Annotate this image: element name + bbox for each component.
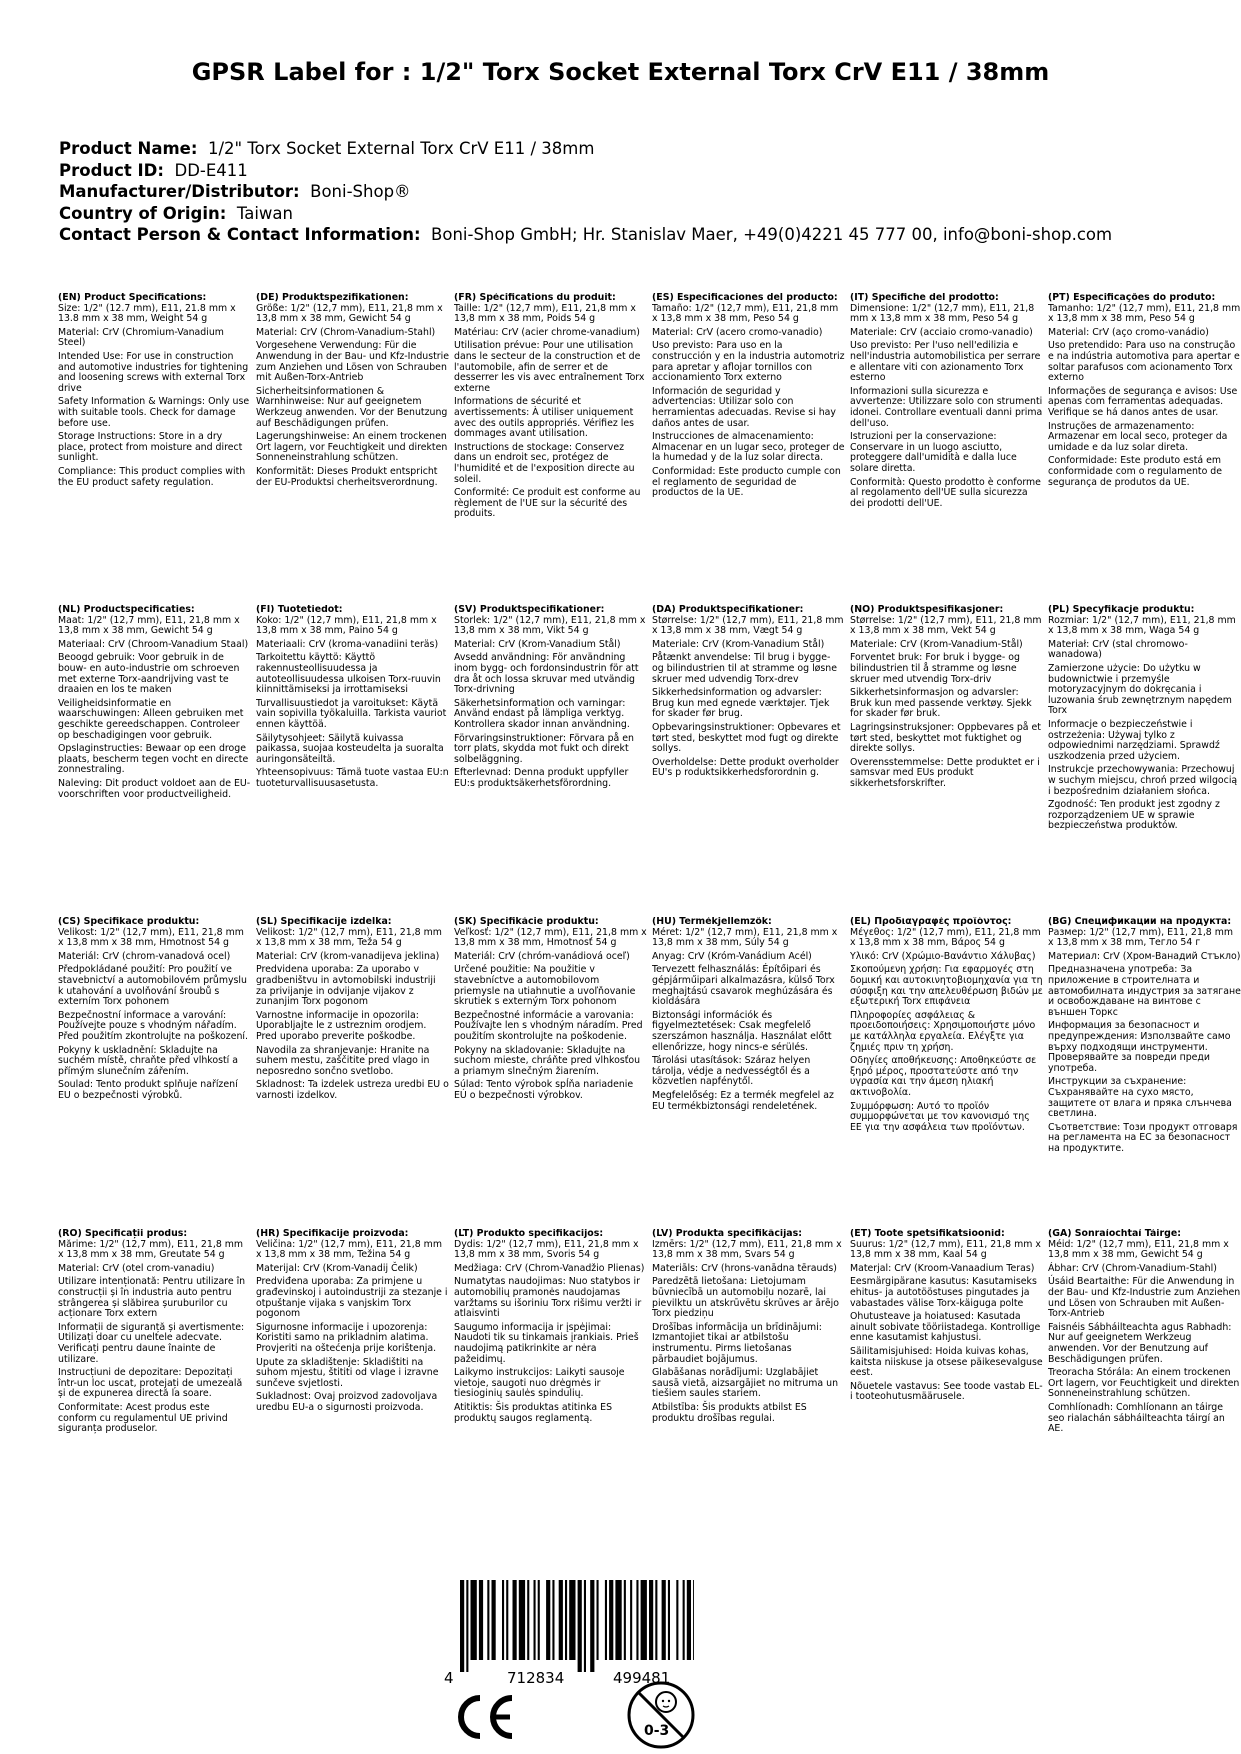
spec-paragraph: Instrucciones de almacenamiento: Almacenar en un lugar seco, proteger de la humedad y de la luz solar directa. — [652, 431, 845, 464]
spec-cell — [58, 605, 251, 917]
barcode-bar — [655, 1580, 657, 1660]
spec-paragraph: Съответствие: Този продукт отговаря на регламента на ЕС за безопасност на продуктите. — [1048, 1121, 1238, 1154]
spec-paragraph: Предназначена употреба: За приложение в строителната и автомобилната индустрия за затягане и освобождаване на винтове с външен Торкс — [1048, 964, 1241, 1018]
spec-paragraph: Comhlíonadh: Comhlíonann an táirge seo rialachán sábháilteachta táirgí an AE. — [1048, 1401, 1225, 1435]
barcode-bar — [668, 1580, 670, 1660]
spec-paragraph: Conformité: Ce produit est conforme au règlement de l'UE sur la sécurité des produits. — [454, 487, 641, 520]
spec-paragraph: Conformità: Questo prodotto è conforme al regolamento dell'UE sulla sicurezza dei prodotti dell'UE. — [850, 476, 1041, 509]
spec-paragraph: Размер: 1/2" (12,7 mm), E11, 21,8 mm x 13,8 mm x 38 mm, Тегло 54 г — [1048, 926, 1234, 949]
spec-paragraph: Soulad: Tento produkt splňuje nařízení EU o bezpečnosti výrobků. — [58, 1079, 238, 1101]
spec-paragraph: Sigurnosne informacije i upozorenja: Koristiti samo na prikladnim alatima. Provjeriti na oštećenja prije korištenja. — [256, 1321, 437, 1354]
barcode-bar — [615, 1580, 621, 1660]
spec-paragraph: Maat: 1/2" (12,7 mm), E11, 21,8 mm x 13,8 mm x 38 mm, Gewicht 54 g — [58, 614, 240, 637]
spec-cell — [850, 917, 1043, 1229]
spec-heading: (FR) Spécifications du produit: — [454, 293, 616, 303]
barcode-bar — [641, 1580, 647, 1660]
spec-heading: (GA) Sonraíochtaí Táirge: — [1048, 1229, 1181, 1239]
spec-paragraph: Veľkosť: 1/2" (12,7 mm), E11, 21,8 mm x 13,8 mm x 38 mm, Hmotnosť 54 g — [454, 926, 647, 949]
spec-heading: (RO) Specificații produs: — [58, 1229, 188, 1239]
spec-paragraph: Materiaali: CrV (kroma-vanadiini teräs) — [256, 638, 439, 650]
spec-cell — [256, 605, 449, 917]
spec-paragraph: Predviđena uporaba: Za primjene u građevinskoj i autoindustriji za stezanje i otpuštanje vijaka s vanjskim Torx pogonom — [256, 1276, 448, 1320]
spec-cell — [1048, 1229, 1241, 1541]
spec-paragraph: Informações de segurança e avisos: Use apenas com ferramentas adequadas. Verifique se há danos antes de usar. — [1048, 385, 1238, 418]
spec-paragraph: Instructions de stockage: Conservez dans un endroit sec, protégez de l'humidité et de l'exposition directe au soleil. — [454, 441, 635, 485]
barcode-bar — [460, 1580, 464, 1672]
spec-paragraph: Lagringsinstruksjoner: Oppbevares på et tørt sted, beskyttet mot fuktighet og direkte sollys. — [850, 721, 1041, 755]
spec-paragraph: Skladnost: Ta izdelek ustreza uredbi EU o varnosti izdelkov. — [256, 1079, 449, 1101]
spec-paragraph: Předpokládané použití: Pro použití ve stavebnictví a automobilovém průmyslu k utahování a uvolňování šroubů s externím Torx pohonem — [58, 964, 247, 1008]
barcode-bar — [492, 1580, 496, 1660]
spec-paragraph: Uso previsto: Per l'uso nell'edilizia e nell'industria automobilistica per serrare e allentare viti con azionamento Torx esterno — [850, 340, 1041, 384]
spec-paragraph: Bezpečnostní informace a varování: Používejte pouze s vhodným nářadím. Před použitím zkontrolujte na poškození. — [58, 1009, 248, 1042]
spec-paragraph: Tárolási utasítások: Száraz helyen tárolja, védje a nedvességtől és a közvetlen napfénytől. — [652, 1055, 811, 1088]
spec-paragraph: Informații de siguranță și avertismente: Utilizați doar cu uneltele adecvate. Verificați pentru daune înainte de utilizare. — [58, 1321, 245, 1365]
barcode-bar — [538, 1580, 540, 1660]
spec-cell — [58, 1229, 251, 1541]
spec-heading: (SV) Produktspecifikationer: — [454, 605, 605, 615]
info-manufacturer: Manufacturer/Distributor: Boni-Shop® — [59, 182, 411, 201]
spec-heading: (EN) Product Specifications: — [58, 293, 207, 303]
spec-paragraph: Materiál: CrV (chrom-vanadová ocel) — [58, 950, 231, 962]
spec-cell — [454, 605, 647, 917]
spec-paragraph: Pokyny na skladovanie: Skladujte na suchom mieste, chráňte pred vlhkosťou a priamym slnečným žiarením. — [454, 1044, 641, 1077]
spec-paragraph: Velikost: 1/2" (12,7 mm), E11, 21,8 mm x 13,8 mm x 38 mm, Teža 54 g — [256, 926, 442, 949]
info-product-id: Product ID: DD-E411 — [59, 160, 248, 180]
spec-heading: (DE) Produktspezifikationen: — [256, 293, 409, 303]
spec-paragraph: Lagerungshinweise: An einem trockenen Ort lagern, vor Feuchtigkeit und direkten Sonneneinstrahlung schützen. — [256, 431, 448, 464]
spec-cell — [256, 293, 449, 605]
spec-paragraph: Určené použitie: Na použitie v stavebníctve a automobilovom priemysle na utiahnutie a uvoľňovanie skrutiek s externým Torx pohonom — [454, 964, 636, 1008]
spec-paragraph: Material: CrV (Chromium-Vanadium Steel) — [58, 326, 224, 349]
spec-cell — [652, 293, 845, 605]
spec-cell — [652, 1229, 845, 1541]
spec-heading: (EL) Προδιαγραφές προϊόντος: — [850, 917, 1012, 927]
spec-paragraph: Mărime: 1/2" (12,7 mm), E11, 21,8 mm x 13,8 mm x 38 mm, Greutate 54 g — [58, 1238, 244, 1261]
barcode-bar — [624, 1580, 626, 1660]
spec-cell — [652, 917, 845, 1229]
spec-paragraph: Bezpečnostné informácie a varovania: Používajte len s vhodným náradím. Pred použitím skontrolujte na poškodenie. — [454, 1009, 643, 1042]
spec-heading: (ES) Especificaciones del producto: — [652, 293, 838, 303]
spec-paragraph: Dimensione: 1/2" (12,7 mm), E11, 21,8 mm x 13,8 mm x 38 mm, Peso 54 g — [850, 302, 1035, 325]
spec-paragraph: Izmērs: 1/2" (12,7 mm), E11, 21,8 mm x 13,8 mm x 38 mm, Svars 54 g — [652, 1238, 842, 1261]
spec-heading: (SK) Špecifikácie produktu: — [454, 917, 599, 927]
spec-paragraph: Koko: 1/2" (12,7 mm), E11, 21,8 mm x 13,8 mm x 38 mm, Paino 54 g — [256, 614, 437, 637]
barcode-bar — [584, 1580, 586, 1672]
spec-paragraph: Glabāšanas norādījumi: Uzglabājiet sausā vietā, aizsargājiet no mitruma un tiešiem saules stariem. — [652, 1367, 839, 1400]
spec-paragraph: Treoracha Stórála: An einem trockenen Ort lagern, vor Feuchtigkeit und direkten Sonneneinstrahlung schützen. — [1048, 1367, 1240, 1400]
spec-paragraph: Tamanho: 1/2" (12,7 mm), E11, 21,8 mm x 13,8 mm x 38 mm, Peso 54 g — [1048, 302, 1241, 325]
spec-paragraph: Instruções de armazenamento: Armazenar em local seco, proteger da umidade e da luz solar direta. — [1048, 420, 1228, 453]
spec-paragraph: Laikymo instrukcijos: Laikyti sausoje vietoje, saugoti nuo drėgmės ir tiesioginių saulės spindulių. — [454, 1367, 625, 1400]
spec-paragraph: Rozmiar: 1/2" (12,7 mm), E11, 21,8 mm x 13,8 mm x 38 mm, Waga 54 g — [1048, 614, 1236, 637]
spec-paragraph: Biztonsági információk és figyelmeztetések: Csak megfelelő szerszámon használja. Használat előtt ellenőrizze, hogy nincs-e sérülés. — [652, 1009, 832, 1053]
spec-grid — [58, 293, 1241, 1541]
spec-paragraph: Atbilstība: Šis produkts atbilst ES produktu drošības regulai. — [652, 1401, 807, 1424]
spec-paragraph: Istruzioni per la conservazione: Conservare in un luogo asciutto, proteggere dall'umidità e dalla luce solare diretta. — [850, 431, 1017, 474]
barcode-bar — [519, 1580, 525, 1660]
spec-paragraph: Инструкции за съхранение: Съхранявайте на сухо място, защитете от влага и пряка слънчева светлина. — [1048, 1076, 1232, 1120]
spec-paragraph: Predvidena uporaba: Za uporabo v gradbeništvu in avtomobilski industriji za privijanje in odvijanje vijakov z zunanjim Torx pogonom — [256, 964, 436, 1008]
spec-paragraph: Naleving: Dit product voldoet aan de EU-voorschriften voor productveiligheid. — [58, 777, 251, 800]
spec-cell — [850, 293, 1043, 605]
spec-paragraph: Overensstemmelse: Dette produktet er i samsvar med EUs produkt sikkerhetsforskrifter. — [850, 756, 1040, 789]
barcode-bar — [662, 1580, 666, 1660]
spec-cell — [454, 917, 647, 1229]
spec-paragraph: Safety Information & Warnings: Only use with suitable tools. Check for damage before use. — [58, 396, 250, 429]
spec-heading: (PL) Specyfikacje produktu: — [1048, 605, 1195, 615]
spec-heading: (HR) Specifikacije proizvoda: — [256, 1229, 409, 1239]
product-info — [59, 138, 1112, 246]
spec-paragraph: Materiale: CrV (acciaio cromo-vanadio) — [850, 326, 1033, 338]
spec-paragraph: Материал: CrV (Хром-Ванадий Стъкло) — [1048, 950, 1241, 962]
spec-paragraph: Sikkerhetsinformasjon og advarsler: Bruk kun med passende verktøy. Sjekk for skader før bruk. — [850, 687, 1032, 720]
spec-paragraph: Paredzētā lietošana: Lietojumam būvniecībā un automobiļu nozarē, lai pievilktu un atskrūvētu skrūves ar ārējo Torx piedziņu — [652, 1276, 839, 1320]
spec-paragraph: Sicherheitsinformationen & Warnhinweise: Nur auf geeignetem Werkzeug anwenden. Vor der Benutzung auf Beschädigungen prüfen. — [256, 385, 448, 429]
spec-paragraph: Ábhar: CrV (Chrom-Vanadium-Stahl) — [1048, 1262, 1217, 1274]
barcode-bar — [687, 1580, 691, 1660]
spec-paragraph: Informations de sécurité et avertissements: À utiliser uniquement avec des outils appropriés. Vérifiez les dommages avant utilisation. — [454, 396, 635, 440]
barcode-bar — [471, 1580, 477, 1660]
spec-heading: (CS) Specifikace produktu: — [58, 917, 200, 927]
barcode-digit-first: 4 — [444, 1669, 454, 1687]
spec-paragraph: Varnostne informacije in opozorila: Uporabljajte le z ustreznim orodjem. Pred uporabo preverite poškodbe. — [256, 1009, 427, 1042]
spec-paragraph: Uso pretendido: Para uso na construção e na indústria automotiva para apertar e soltar parafusos com acionamento Torx externo — [1048, 340, 1240, 384]
spec-paragraph: Conformidad: Este producto cumple con el reglamento de seguridad de productos de la UE. — [652, 465, 841, 499]
spec-paragraph: Medžiaga: CrV (Chrom-Vanadžio Plienas) — [454, 1262, 645, 1274]
barcode-bar — [649, 1580, 653, 1660]
barcode — [440, 1578, 694, 1688]
spec-paragraph: Material: CrV (otel crom-vanadiu) — [58, 1262, 215, 1274]
spec-cell — [652, 605, 845, 917]
spec-paragraph: Pokyny k uskladnění: Skladujte na suchém místě, chraňte před vlhkostí a přímým slunečním zářením. — [58, 1044, 239, 1077]
spec-paragraph: Upute za skladištenje: Skladištiti na suhom mjestu, štititi od vlage i izravne sunčeve svjetlosti. — [256, 1356, 439, 1389]
spec-paragraph: Matériau: CrV (acier chrome-vanadium) — [454, 326, 640, 338]
spec-paragraph: Conformidade: Este produto está em conformidade com o regulamento de segurança de produtos da UE. — [1048, 455, 1223, 488]
spec-cell — [256, 917, 449, 1229]
spec-paragraph: Utilizare intenționată: Pentru utilizare în construcții și în industria auto pentru strângerea și slăbirea șuruburilor cu acționare Torx extern — [58, 1276, 246, 1320]
spec-paragraph: Säilytysohjeet: Säilytä kuivassa paikassa, suojaa kosteudelta ja suoralta auringonsäteiltä. — [256, 732, 444, 765]
info-country: Country of Origin: Taiwan — [59, 203, 293, 223]
spec-cell — [1048, 917, 1241, 1229]
spec-paragraph: Tamaño: 1/2" (12,7 mm), E11, 21,8 mm x 13,8 mm x 38 mm, Peso 54 g — [652, 302, 839, 325]
spec-paragraph: Opslaginstructies: Bewaar op een droge plaats, bescherm tegen vocht en directe zonnestraling. — [58, 743, 249, 776]
spec-paragraph: Material: CrV (krom-vanadijeva jeklina) — [256, 950, 440, 962]
spec-paragraph: Informacje o bezpieczeństwie i ostrzeżenia: Używaj tylko z odpowiednimi narzędziami. Sprawdź uszkodzenia przed użyciem. — [1048, 718, 1220, 762]
spec-paragraph: Numatytas naudojimas: Nuo statybos ir automobilių pramonės naudojamas varžtams su išoriniu Torx rišimu veržti ir atlaisvinti — [454, 1276, 642, 1320]
spec-paragraph: Navodila za shranjevanje: Hranite na suhem mestu, zaščitite pred vlago in neposredno sončno svetlobo. — [256, 1044, 430, 1077]
spec-paragraph: Nõuetele vastavus: See toode vastab EL-i tooteohutusmäärusele. — [850, 1380, 1043, 1403]
spec-paragraph: Storage Instructions: Store in a dry place, protect from moisture and direct sunlight. — [58, 431, 243, 464]
spec-heading: (FI) Tuotetiedot: — [256, 605, 343, 615]
spec-paragraph: Taille: 1/2" (12,7 mm), E11, 21,8 mm x 13,8 mm x 38 mm, Poids 54 g — [454, 302, 636, 325]
spec-paragraph: Μέγεθος: 1/2" (12,7 mm), E11, 21,8 mm x 13,8 mm x 38 mm, Βάρος 54 g — [850, 926, 1041, 949]
spec-paragraph: Overholdelse: Dette produkt overholder EU's p roduktsikkerhedsforordnin g. — [652, 756, 839, 779]
spec-paragraph: Sukladnost: Ovaj proizvod zadovoljava uredbu EU-a o sigurnosti proizvoda. — [256, 1391, 438, 1413]
spec-paragraph: Sikkerhedsinformation og advarsler: Brug kun med egnede værktøjer. Tjek for skader før brug. — [652, 687, 830, 720]
spec-paragraph: Velikost: 1/2" (12,7 mm), E11, 21,8 mm x 13,8 mm x 38 mm, Hmotnost 54 g — [58, 926, 244, 949]
spec-paragraph: Material: CrV (Chrom-Vanadium-Stahl) — [256, 326, 436, 338]
spec-paragraph: Konformität: Dieses Produkt entspricht der EU-Produktsi cherheitsverordnung. — [256, 465, 438, 488]
spec-paragraph: Säilitamisjuhised: Hoida kuivas kohas, kaitsta niiskuse ja otsese päikesevalguse eest. — [850, 1345, 1043, 1379]
spec-paragraph: Instrukcje przechowywania: Przechowuj w suchym miejscu, chroń przed wilgocią i bezpośrednim działaniem słońca. — [1048, 764, 1238, 797]
spec-paragraph: Atitiktis: Šis produktas atitinka ES produktų saugos reglamentą. — [454, 1401, 613, 1424]
barcode-bar — [466, 1580, 468, 1672]
barcode-bar — [609, 1580, 613, 1660]
barcode-bar — [569, 1580, 575, 1660]
barcode-bar — [502, 1580, 504, 1660]
spec-paragraph: Størrelse: 1/2" (12,7 mm), E11, 21,8 mm x 13,8 mm x 38 mm, Vægt 54 g — [652, 614, 844, 637]
spec-paragraph: Instrucțiuni de depozitare: Depozitați într-un loc uscat, protejați de umezeală și de expunerea directă la soare. — [58, 1367, 243, 1400]
spec-paragraph: Saugumo informacija ir įspėjimai: Naudoti tik su tinkamais įrankiais. Prieš naudojimą patikrinkite ar nėra pažeidimų. — [454, 1321, 639, 1365]
spec-paragraph: Materiale: CrV (Krom-Vanadium Stål) — [652, 638, 825, 650]
spec-heading: (HU) Termékjellemzők: — [652, 917, 772, 927]
spec-heading: (SL) Specifikacije izdelka: — [256, 917, 392, 927]
spec-paragraph: Størrelse: 1/2" (12,7 mm), E11, 21,8 mm x 13,8 mm x 38 mm, Vekt 54 g — [850, 614, 1042, 637]
spec-paragraph: Úsáid Beartaithe: Für die Anwendung in der Bau- und Kfz-Industrie zum Anziehen und Lösen von Schrauben mit Außen-Torx-Antrieb — [1048, 1276, 1241, 1320]
spec-paragraph: Veiligheidsinformatie en waarschuwingen: Alleen gebruiken met geschikte gereedschappen. Controleer op beschadigingen voor gebruik. — [58, 697, 244, 741]
spec-heading: (DA) Produktspecifikationer: — [652, 605, 804, 615]
spec-cell — [1048, 293, 1241, 605]
spec-paragraph: Compliance: This product complies with the EU product safety regulation. — [58, 465, 246, 488]
spec-paragraph: Πληροφορίες ασφάλειας & προειδοποιήσεις: Χρησιμοποιήστε μόνο με κατάλληλα εργαλεία. Ελέγξτε για ζημιές πριν τη χρήση. — [850, 1009, 1036, 1053]
barcode-bar — [676, 1580, 678, 1660]
spec-paragraph: Material: CrV (Krom-Vanadium Stål) — [454, 638, 621, 650]
spec-heading: (PT) Especificações do produto: — [1048, 293, 1216, 303]
spec-paragraph: Materiaal: CrV (Chroom-Vanadium Staal) — [58, 638, 249, 650]
barcode-bar — [590, 1580, 594, 1672]
barcode-bar — [559, 1580, 563, 1660]
spec-paragraph: Méret: 1/2" (12,7 mm), E11, 21,8 mm x 13,8 mm x 38 mm, Súly 54 g — [652, 926, 838, 949]
spec-cell — [454, 293, 647, 605]
info-contact: Contact Person & Contact Information: Boni-Shop GmbH; Hr. Stanislav Maer, +49(0)4221 45 777 00, info@boni-shop.com — [59, 225, 1113, 244]
spec-paragraph: Avsedd användning: För användning inom bygg- och fordonsindustrin för att dra åt och lossa skruvar med utvändig Torx-drivning — [454, 652, 639, 696]
barcode-bar — [552, 1580, 554, 1660]
spec-paragraph: Σκοπούμενη χρήση: Για εφαρμογές στη δομική και αυτοκινητοβιομηχανία για τη σύσφιξη και την απελευθέρωση βιδών με εξωτερική Torx επιφάνεια — [850, 964, 1043, 1008]
spec-heading: (NL) Productspecificaties: — [58, 605, 195, 615]
spec-cell — [256, 1229, 449, 1541]
barcode-bar — [506, 1580, 508, 1660]
spec-paragraph: Информация за безопасност и предупреждения: Използвайте само върху подходящи инструменти. Проверявайте за повреди преди употреба. — [1048, 1020, 1231, 1074]
barcode-bar — [487, 1580, 489, 1660]
spec-paragraph: Yhteensopivuus: Tämä tuote vastaa EU:n tuoteturvallisuusasetusta. — [256, 767, 449, 789]
spec-paragraph: Vorgesehene Verwendung: Für die Anwendung in der Bau- und Kfz-Industrie zum Anziehen und Lösen von Schrauben mit Außen-Torx-Antrieb — [256, 340, 449, 384]
barcode-bar — [578, 1580, 582, 1672]
spec-paragraph: Tervezett felhasználás: Építőipari és gépjárműipari alkalmazásra, külső Torx meghajtású csavarok meghúzására és kioldására — [652, 964, 835, 1008]
barcode-bar — [546, 1580, 550, 1660]
barcode-bar — [534, 1580, 536, 1660]
age-label: 0-3 — [644, 1723, 670, 1739]
spec-paragraph: Dydis: 1/2" (12,7 mm), E11, 21,8 mm x 13,8 mm x 38 mm, Svoris 54 g — [454, 1238, 639, 1261]
barcode-bar — [597, 1580, 599, 1660]
spec-paragraph: Size: 1/2" (12.7 mm), E11, 21.8 mm x 13.8 mm x 38 mm, Weight 54 g — [58, 302, 236, 325]
spec-paragraph: Materiál: CrV (chróm-vanádiová oceľ) — [454, 950, 630, 962]
spec-paragraph: Materijal: CrV (Krom-Vanadij Čelik) — [256, 1262, 418, 1274]
spec-paragraph: Größe: 1/2" (12,7 mm), E11, 21,8 mm x 13,8 mm x 38 mm, Gewicht 54 g — [256, 302, 443, 325]
spec-heading: (BG) Спецификации на продукта: — [1048, 917, 1232, 927]
spec-cell — [1048, 605, 1241, 917]
spec-paragraph: Säkerhetsinformation och varningar: Använd endast på lämpliga verktyg. Kontrollera skador innan användning. — [454, 697, 630, 730]
spec-cell — [850, 605, 1043, 917]
spec-cell — [58, 293, 251, 605]
spec-paragraph: Zgodność: Ten produkt jest zgodny z rozporządzeniem UE w sprawie bezpieczeństwa produktów. — [1048, 799, 1220, 832]
spec-heading: (LV) Produkta specifikācijas: — [652, 1229, 802, 1239]
spec-paragraph: Materiale: CrV (Krom-Vanadium-Stål) — [850, 638, 1023, 650]
info-product-name: Product Name: 1/2" Torx Socket External Torx CrV E11 / 38mm — [59, 139, 595, 158]
spec-paragraph: Intended Use: For use in construction and automotive industries for tightening and loosening screws with external Torx drive — [58, 350, 249, 394]
spec-paragraph: Material: CrV (acero cromo-vanadio) — [652, 326, 823, 338]
spec-heading: (LT) Produkto specifikacijos: — [454, 1229, 604, 1239]
spec-paragraph: Οδηγίες αποθήκευσης: Αποθηκεύστε σε ξηρό μέρος, προστατεύστε από την υγρασία και την άμεση ηλιακή ακτινοβολία. — [850, 1055, 1037, 1098]
spec-paragraph: Förvaringsinstruktioner: Förvara på en torr plats, skydda mot fukt och direkt solbeläggning. — [454, 732, 634, 765]
spec-heading: (ET) Toote spetsifikatsioonid: — [850, 1229, 1005, 1239]
barcode-bar — [605, 1580, 607, 1660]
page-title: GPSR Label for : 1/2" Torx Socket External Torx CrV E11 / 38mm — [191, 58, 1050, 86]
spec-paragraph: Material: CrV (aço cromo-vanádio) — [1048, 326, 1209, 338]
barcode-bar — [513, 1580, 517, 1660]
spec-paragraph: Tarkoitettu käyttö: Käyttö rakennusteollisuudessa ja autoteollisuudessa ulkoisen Torx-ruuvin kiinnittämiseksi ja irrottamiseksi — [256, 652, 441, 696]
spec-paragraph: Ohutusteave ja hoiatused: Kasutada ainult sobivate tööriistadega. Kontrollige enne kasutamist kahjustusi. — [850, 1311, 1041, 1344]
barcode-digits-right: 499481 — [613, 1669, 671, 1687]
spec-heading: (IT) Specifiche del prodotto: — [850, 293, 999, 303]
spec-paragraph: Megfelelőség: Ez a termék megfelel az EU termékbiztonsági rendeletének. — [652, 1089, 834, 1112]
spec-paragraph: Veličina: 1/2" (12,7 mm), E11, 21,8 mm x 13,8 mm x 38 mm, Težina 54 g — [256, 1238, 442, 1261]
spec-paragraph: Efterlevnad: Denna produkt uppfyller EU:s produktsäkerhetsförordning. — [454, 767, 629, 789]
ce-mark-icon — [452, 1692, 516, 1742]
spec-paragraph: Συμμόρφωση: Αυτό το προϊόν συμμορφώνεται με τον κανονισμό της ΕΕ για την ασφάλεια των προϊόντων. — [850, 1100, 1030, 1133]
spec-paragraph: Υλικό: CrV (Χρώμιο-Βανάντιο Χάλυβας) — [850, 950, 1036, 962]
barcode-bar — [683, 1580, 685, 1660]
barcode-digits-left: 712834 — [507, 1669, 565, 1687]
spec-paragraph: Forventet bruk: For bruk i bygge- og bilindustrien til å stramme og løsne skruer med utvendig Torx-driv — [850, 652, 1020, 685]
spec-paragraph: Beoogd gebruik: Voor gebruik in de bouw- en auto-industrie om schroeven met externe Torx-aandrijving vast te draaien en los te maken — [58, 652, 240, 696]
spec-paragraph: Storlek: 1/2" (12,7 mm), E11, 21,8 mm x 13,8 mm x 38 mm, Vikt 54 g — [454, 614, 646, 637]
spec-cell — [454, 1229, 647, 1541]
spec-paragraph: Informazioni sulla sicurezza e avvertenze: Utilizzare solo con strumenti idonei. Controllare eventuali danni prima dell'uso. — [850, 385, 1043, 429]
barcode-bar — [693, 1580, 694, 1660]
spec-cell — [850, 1229, 1043, 1541]
barcode-bars — [460, 1580, 694, 1672]
barcode-bar — [479, 1580, 483, 1660]
spec-paragraph: Opbevaringsinstruktioner: Opbevares et tørt sted, beskyttet mod fugt og direkte sollys. — [652, 721, 841, 755]
spec-paragraph: Materjal: CrV (Kroom-Vanaadium Teras) — [850, 1262, 1035, 1274]
spec-paragraph: Méid: 1/2" (12,7 mm), E11, 21,8 mm x 13,8 mm x 38 mm, Gewicht 54 g — [1048, 1238, 1229, 1261]
spec-heading: (NO) Produktspesifikasjoner: — [850, 605, 1004, 615]
barcode-bar — [565, 1580, 567, 1660]
not-for-children-icon — [626, 1680, 696, 1750]
barcode-bar — [636, 1580, 638, 1660]
spec-paragraph: Turvallisuustiedot ja varoitukset: Käytä vain sopivilla työkaluilla. Tarkista vauriot ennen käyttöä. — [256, 697, 447, 730]
spec-paragraph: Materiał: CrV (stal chromowo-wanadowa) — [1048, 638, 1188, 661]
spec-paragraph: Información de seguridad y advertencias: Utilizar solo con herramientas adecuadas. Revise si hay daños antes de usar. — [652, 385, 836, 429]
spec-paragraph: Anyag: CrV (Króm-Vanádium Acél) — [652, 950, 812, 962]
spec-paragraph: Materiāls: CrV (hrons-vanādna tērauds) — [652, 1262, 837, 1274]
spec-cell — [58, 917, 251, 1229]
spec-paragraph: Drošības informācija un brīdinājumi: Izmantojiet tikai ar atbilstošu instrumentu. Pirms lietošanas pārbaudiet bojājumus. — [652, 1321, 822, 1365]
spec-paragraph: Súlad: Tento výrobok spĺňa nariadenie EÚ o bezpečnosti výrobkov. — [454, 1079, 634, 1101]
barcode-bar — [630, 1580, 632, 1660]
spec-paragraph: Utilisation prévue: Pour une utilisation dans le secteur de la construction et de l'automobile, afin de serrer et de desserrer les vis avec entraînement Torx externe — [454, 340, 645, 394]
spec-paragraph: Zamierzone użycie: Do użytku w budownictwie i przemyśle motoryzacyjnym do dokręcania i luzowania śrub zewnętrznym napędem Torx — [1048, 662, 1232, 717]
spec-paragraph: Conformitate: Acest produs este conform cu regulamentul UE privind siguranța produselor. — [58, 1401, 228, 1435]
spec-paragraph: Uso previsto: Para uso en la construcción y en la industria automotriz para apretar y aflojar tornillos con accionamiento Torx externo — [652, 340, 845, 384]
spec-paragraph: Eesmärgipärane kasutus: Kasutamiseks ehitus- ja autotööstuses pingutades ja vabastades välise Torx-käiguga polte — [850, 1276, 1037, 1309]
spec-paragraph: Påtænkt anvendelse: Til brug i bygge- og bilindustrien til at stramme og løsne skruer med udvendig Torx-drev — [652, 652, 838, 685]
spec-paragraph: Faisnéis Sábháilteachta agus Rabhadh: Nur auf geeignetem Werkzeug anwenden. Vor der Benutzung auf Beschädigungen prüfen. — [1048, 1321, 1232, 1365]
barcode-bar — [527, 1580, 529, 1660]
spec-paragraph: Suurus: 1/2" (12,7 mm), E11, 21,8 mm x 13,8 mm x 38 mm, Kaal 54 g — [850, 1238, 1041, 1261]
